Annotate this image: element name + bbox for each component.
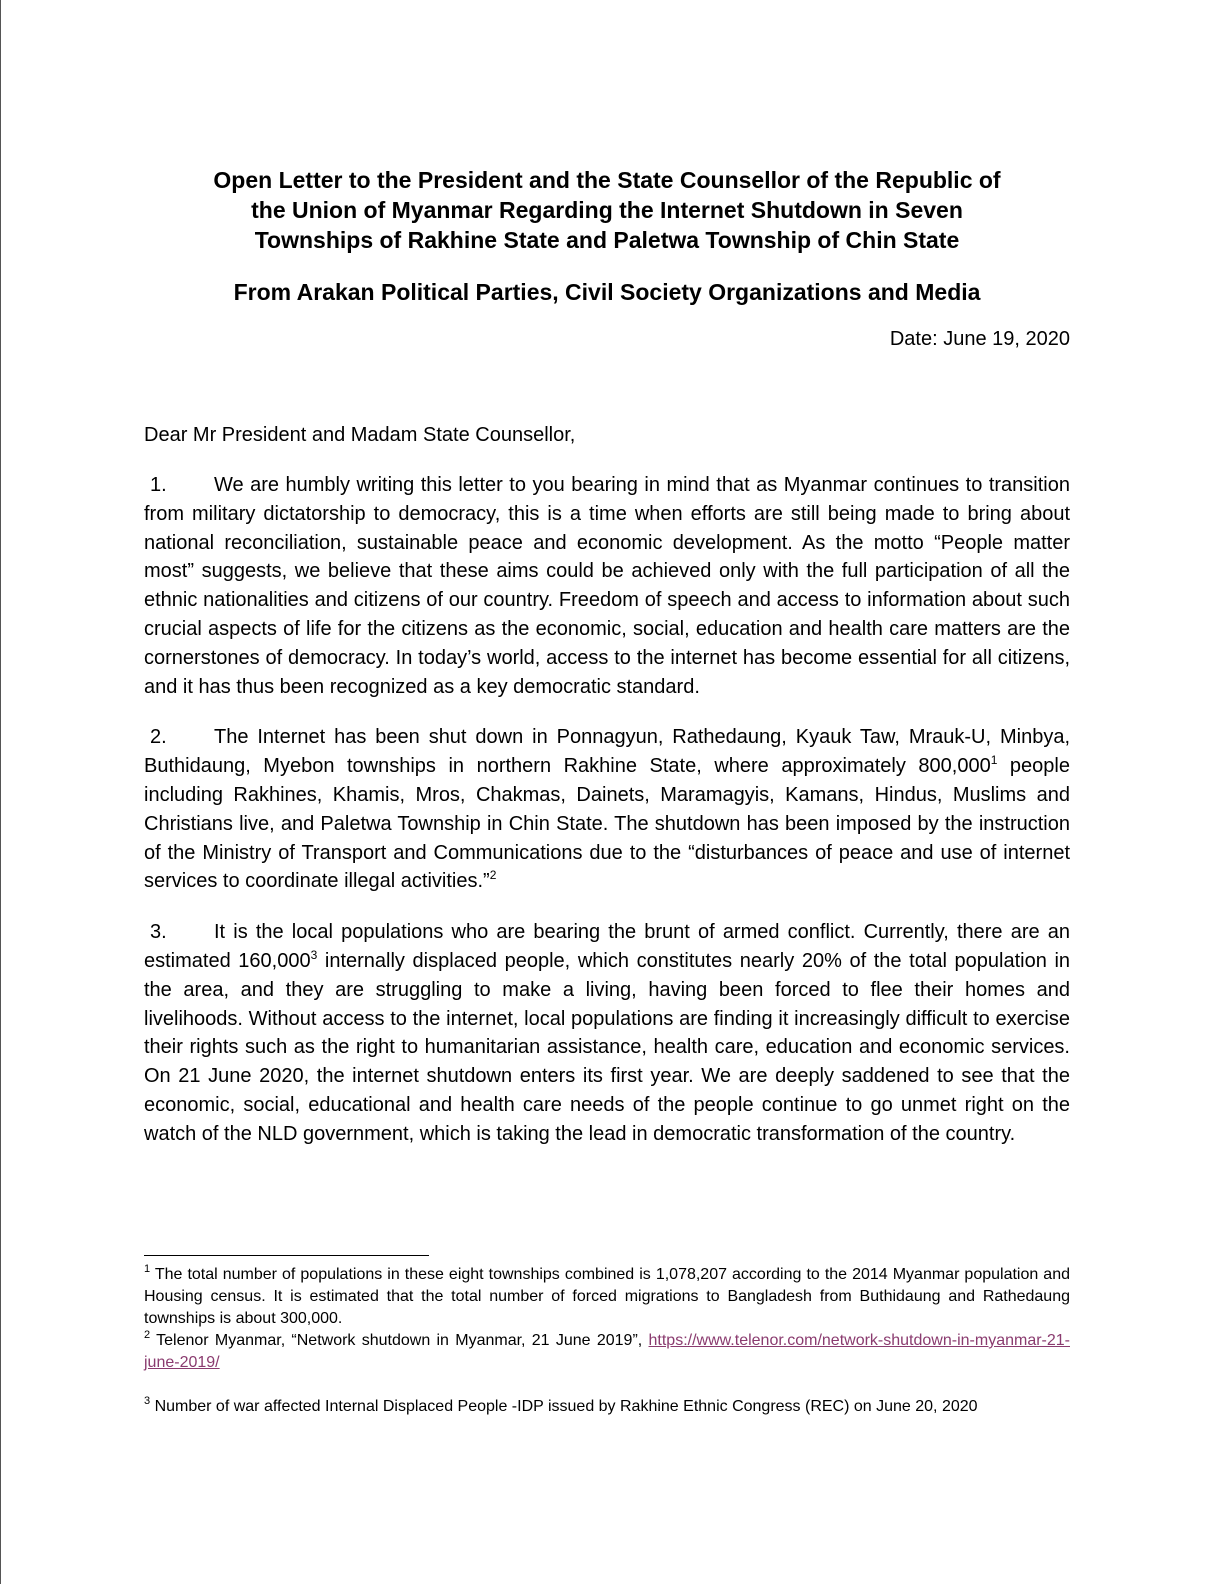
paragraph-number: 3. bbox=[150, 921, 167, 944]
footnote-2 bbox=[144, 1330, 1070, 1374]
footnote-3 bbox=[144, 1396, 1070, 1418]
footnote-mark: 2 bbox=[144, 1329, 151, 1341]
letter-subtitle: From Arakan Political Parties, Civil Society Organizations and Media bbox=[233, 279, 981, 305]
paragraph-text: The Internet has been shut down in Ponnagyun, Rathedaung, Kyauk Taw, Mrauk-U, Minbya, Buthidaung, Myebon townships in northern Rakhine State, where approximately 800,000 bbox=[144, 726, 1070, 778]
footnote-ref[interactable]: 1 bbox=[990, 753, 998, 768]
footnote-mark: 1 bbox=[144, 1263, 151, 1275]
title-line: Open Letter to the President and the State Counsellor of the Republic of bbox=[213, 167, 1001, 193]
footnote-ref[interactable]: 2 bbox=[489, 868, 497, 883]
paragraph-2 bbox=[144, 723, 1070, 896]
footnote-text: The total number of populations in these eight townships combined is 1,078,207 according to the 2014 Myanmar population and Housing census. It is estimated that the total number of forced migrations to Bangladesh from Buthidaung and Rathedaung townships is about 300,000. bbox=[144, 1266, 1070, 1327]
footnote-ref[interactable]: 3 bbox=[310, 947, 318, 962]
footnote-text: Telenor Myanmar, “Network shutdown in Myanmar, 21 June 2019”, bbox=[150, 1332, 649, 1349]
page-edge bbox=[0, 0, 1, 1584]
paragraph-text: It is the local populations who are bearing the brunt of armed conflict. Currently, there are an estimated 160,000 bbox=[144, 921, 1070, 972]
paragraph-number: 2. bbox=[150, 726, 167, 749]
letter-date: Date: June 19, 2020 bbox=[889, 328, 1070, 350]
footnotes bbox=[144, 1264, 1070, 1418]
telenor-link[interactable]: https://www.telenor.com/network-shutdown-in-myanmar-21-june-2019/ bbox=[144, 1332, 1070, 1371]
footnote-mark: 3 bbox=[144, 1395, 151, 1407]
title-line: the Union of Myanmar Regarding the Internet Shutdown in Seven bbox=[251, 197, 963, 223]
letter-title bbox=[144, 165, 1070, 255]
footnote-divider bbox=[144, 1255, 429, 1256]
footnote-text: Number of war affected Internal Displaced People -IDP issued by Rakhine Ethnic Congress (REC) on June 20, 2020 bbox=[150, 1398, 978, 1415]
paragraph-number: 1. bbox=[150, 474, 167, 496]
paragraph-3 bbox=[144, 918, 1070, 1148]
title-line: Townships of Rakhine State and Paletwa Township of Chin State bbox=[254, 227, 960, 253]
footnote-1 bbox=[144, 1264, 1070, 1330]
paragraph-text: people including Rakhines, Khamis, Mros, Chakmas, Dainets, Maramagyis, Kamans, Hindus, Muslims and Christians live, and Paletwa Township in Chin State. The shutdown has been imposed by the instruction of the Ministry of Transport and Communications due to the “disturbances of peace and use of internet services to coordinate illegal activities.” bbox=[144, 755, 1070, 893]
letter-body bbox=[144, 165, 1070, 1149]
paragraph-text: We are humbly writing this letter to you bearing in mind that as Myanmar continues to transition from military dictatorship to democracy, this is a time when efforts are still being made to bring about national reconciliation, sustainable peace and economic development. As the motto “People matter most” suggests, we believe that these aims could be achieved only with the full participation of all the ethnic nationalities and citizens of our country. Freedom of speech and access to information about such crucial aspects of life for the citizens as the economic, social, education and health care matters are the cornerstones of democracy. In today’s world, access to the internet has become essential for all citizens, and it has thus been recognized as a key democratic standard. bbox=[144, 474, 1070, 698]
paragraph-1 bbox=[144, 471, 1070, 701]
salutation: Dear Mr President and Madam State Counsellor, bbox=[144, 424, 576, 446]
paragraph-text: internally displaced people, which constitutes nearly 20% of the total population in the area, and they are struggling to make a living, having been forced to flee their homes and livelihoods. Without access to the internet, local populations are finding it increasingly difficult to exercise their rights such as the right to humanitarian assistance, health care, education and economic services. On 21 June 2020, the internet shutdown enters its first year. We are deeply saddened to see that the economic, social, educational and health care needs of the people continue to go unmet right on the watch of the NLD government, which is taking the lead in democratic transformation of the country. bbox=[144, 949, 1071, 1145]
